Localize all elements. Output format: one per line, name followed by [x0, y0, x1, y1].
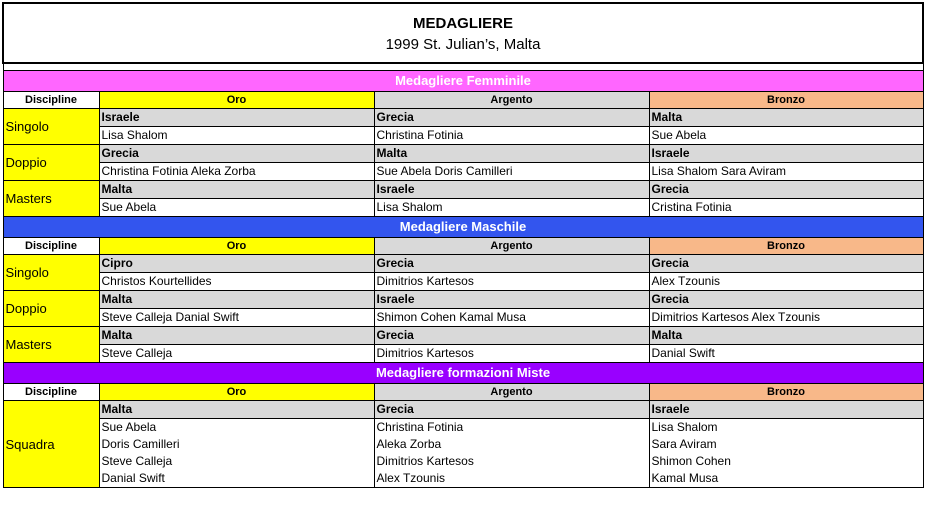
- athletes-row: [3, 199, 923, 217]
- bronzo-nation: Israele: [649, 401, 923, 419]
- header-row: [3, 384, 923, 401]
- discipline-cell: Masters: [3, 327, 99, 363]
- argento-athletes: Shimon Cohen Kamal Musa: [374, 309, 649, 327]
- nation-row: [3, 109, 923, 127]
- page-title: MEDAGLIERE: [412, 14, 513, 32]
- header-bronzo: Bronzo: [649, 238, 923, 255]
- argento-nation: Israele: [374, 291, 649, 309]
- argento-athlete: Aleka Zorba: [374, 436, 649, 453]
- argento-nation: Grecia: [374, 255, 649, 273]
- argento-nation: Grecia: [374, 327, 649, 345]
- bronzo-athletes: Cristina Fotinia: [649, 199, 923, 217]
- nation-row: [3, 181, 923, 199]
- header-row: [3, 92, 923, 109]
- nation-row: [3, 145, 923, 163]
- bronzo-nation: Grecia: [649, 181, 923, 199]
- header-row: [3, 238, 923, 255]
- medal-table: [2, 2, 924, 488]
- section-title-miste: Medagliere formazioni Miste: [3, 363, 923, 384]
- bronzo-athletes: Lisa Shalom Sara Aviram: [649, 163, 923, 181]
- title-block: [3, 3, 923, 63]
- athletes-row: [3, 127, 923, 145]
- athletes-row: [3, 163, 923, 181]
- header-bronzo: Bronzo: [649, 92, 923, 109]
- oro-nation: Malta: [99, 181, 374, 199]
- bronzo-athlete: Lisa Shalom: [649, 419, 923, 437]
- oro-athletes: Steve Calleja: [99, 345, 374, 363]
- bronzo-athletes: Sue Abela: [649, 127, 923, 145]
- bronzo-nation: Malta: [649, 327, 923, 345]
- bronzo-nation: Malta: [649, 109, 923, 127]
- section-title-femminile: Medagliere Femminile: [3, 71, 923, 92]
- oro-athlete: Steve Calleja: [99, 453, 374, 470]
- argento-athletes: Dimitrios Kartesos: [374, 345, 649, 363]
- athletes-row: [3, 273, 923, 291]
- bronzo-athletes: Dimitrios Kartesos Alex Tzounis: [649, 309, 923, 327]
- argento-athletes: Dimitrios Kartesos: [374, 273, 649, 291]
- header-argento: Argento: [374, 384, 649, 401]
- oro-nation: Grecia: [99, 145, 374, 163]
- nation-row: [3, 401, 923, 419]
- section-miste: [3, 363, 923, 488]
- oro-athlete: Doris Camilleri: [99, 436, 374, 453]
- bronzo-athlete: Sara Aviram: [649, 436, 923, 453]
- athletes-row: [3, 453, 923, 470]
- discipline-cell: Singolo: [3, 109, 99, 145]
- discipline-cell: Singolo: [3, 255, 99, 291]
- header-discipline: Discipline: [3, 384, 99, 401]
- bronzo-athletes: Alex Tzounis: [649, 273, 923, 291]
- header-oro: Oro: [99, 238, 374, 255]
- section-femminile: [3, 63, 923, 217]
- discipline-cell: Masters: [3, 181, 99, 217]
- bronzo-athletes: Danial Swift: [649, 345, 923, 363]
- argento-nation: Grecia: [374, 109, 649, 127]
- oro-athletes: Steve Calleja Danial Swift: [99, 309, 374, 327]
- oro-athletes: Christos Kourtellides: [99, 273, 374, 291]
- nation-row: [3, 291, 923, 309]
- header-argento: Argento: [374, 238, 649, 255]
- nation-row: [3, 255, 923, 273]
- athletes-row: [3, 419, 923, 437]
- argento-athlete: Alex Tzounis: [374, 470, 649, 488]
- oro-athletes: Lisa Shalom: [99, 127, 374, 145]
- argento-nation: Malta: [374, 145, 649, 163]
- header-oro: Oro: [99, 92, 374, 109]
- oro-athlete: Danial Swift: [99, 470, 374, 488]
- argento-athlete: Dimitrios Kartesos: [374, 453, 649, 470]
- header-oro: Oro: [99, 384, 374, 401]
- discipline-cell: Doppio: [3, 291, 99, 327]
- argento-athletes: Sue Abela Doris Camilleri: [374, 163, 649, 181]
- athletes-row: [3, 470, 923, 488]
- bronzo-nation: Grecia: [649, 255, 923, 273]
- oro-nation: Malta: [99, 291, 374, 309]
- medal-table-sheet: [2, 2, 922, 488]
- discipline-cell: Doppio: [3, 145, 99, 181]
- section-title-maschile: Medagliere Maschile: [3, 217, 923, 238]
- oro-nation: Cipro: [99, 255, 374, 273]
- athletes-row: [3, 345, 923, 363]
- header-argento: Argento: [374, 92, 649, 109]
- oro-nation: Malta: [99, 327, 374, 345]
- bronzo-nation: Israele: [649, 145, 923, 163]
- bronzo-athlete: Kamal Musa: [649, 470, 923, 488]
- header-discipline: Discipline: [3, 92, 99, 109]
- argento-athletes: Christina Fotinia: [374, 127, 649, 145]
- argento-nation: Israele: [374, 181, 649, 199]
- oro-nation: Israele: [99, 109, 374, 127]
- oro-athletes: Sue Abela: [99, 199, 374, 217]
- oro-nation: Malta: [99, 401, 374, 419]
- bronzo-nation: Grecia: [649, 291, 923, 309]
- section-maschile: [3, 217, 923, 363]
- argento-nation: Grecia: [374, 401, 649, 419]
- nation-row: [3, 327, 923, 345]
- athletes-row: [3, 436, 923, 453]
- discipline-cell: Squadra: [3, 401, 99, 488]
- page-subtitle: 1999 St. Julian’s, Malta: [385, 35, 541, 53]
- argento-athletes: Lisa Shalom: [374, 199, 649, 217]
- oro-athletes: Christina Fotinia Aleka Zorba: [99, 163, 374, 181]
- argento-athlete: Christina Fotinia: [374, 419, 649, 437]
- oro-athlete: Sue Abela: [99, 419, 374, 437]
- header-discipline: Discipline: [3, 238, 99, 255]
- athletes-row: [3, 309, 923, 327]
- bronzo-athlete: Shimon Cohen: [649, 453, 923, 470]
- header-bronzo: Bronzo: [649, 384, 923, 401]
